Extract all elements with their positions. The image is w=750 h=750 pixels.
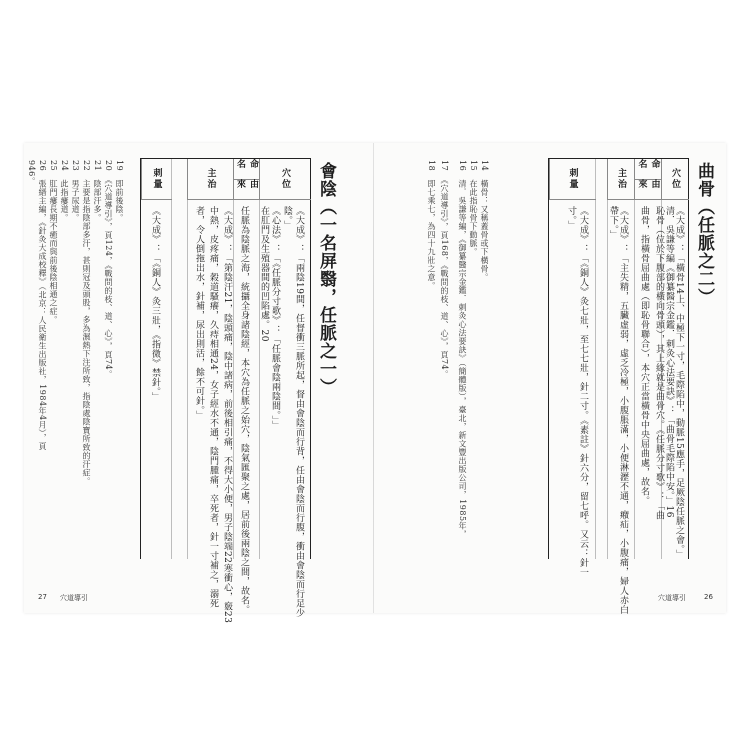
left-page-title: 會陰（一名屏翳，任脈之一） [316,162,336,396]
right-xuewei-line: 清．吳謙等編《御纂醫宗金鑑．刺灸心法要訣》：「曲骨毛際陷中安。」16 [664,206,674,518]
right-label-cifa: 刺量 [549,159,596,200]
left-zhuzhi-line: 中熱，皮疼痛，穀道騷癢，久痔相通24，女子經水不通，陰門腫痛，卒死者，針一寸補之，溺死 [208,206,218,608]
left-xuewei-line: 《心法》：「《任脈分寸歌》：「任脈會陰兩陰間。」」 [270,206,280,430]
left-footnote: 22 主要是指陰部多汗，甚則冠及頭股，多為濕熱下注所致，指陰處陰寶所致的汗症。 [82,160,91,486]
left-footnote: 25 肛門瘻長期不癒而與前後陰相通之症。 [49,160,58,325]
right-label-xuewei: 穴位 [661,159,689,200]
left-footer-label: 穴道導引 [60,594,88,602]
right-page-number: 26 [704,593,713,601]
right-footnote: 16 清．吳謙等編，《御纂醫宗金鑑．刺灸心法要訣》（簡體版），臺北，新文豐出版公司，1985年， [458,160,467,539]
left-footnote: 21 陰部汗多。 [93,160,102,223]
right-footer-label: 穴道導引 [658,594,686,602]
right-zhuzhi-line: 《大成》：「主失精，五臟虛弱，虛乏冷極，小腹脹滿，小便淋瀝不通，癪疝，小腹痛，婦人赤白 [618,206,628,615]
left-label-xuewei: 穴位 [259,159,311,200]
right-footnote: 18 即七乘七，為四十九壯之意。 [427,160,436,291]
left-xuewei-line: 在肛門及生殖器間的凹陷處。20 [259,206,269,342]
right-xuewei-line: 《大成》：「橫骨14上、中極下一寸，毛際陷中，動脈15應手，足厥陰任脈之會。」 [674,206,684,559]
left-footnote: 26 張縉主編，《針灸大成校釋》（北京：人民衛生出版社，1984年4月），頁 [38,160,47,451]
right-xuewei-line: 恥骨（位於下腹部的橫向骨頭），其上緣就是曲骨穴。《任脈分寸歌》：「曲 [654,206,664,520]
right-footnote: 15 在此指恥骨下動脈。 [469,160,478,257]
book-gutter [373,143,374,613]
right-footnote: 17 《穴道導引》，頁168，《戰問的枝、道、心》，頁74。 [440,160,449,379]
right-zhuzhi-line: 帶下。」 [608,206,618,240]
left-label-zhuzhi: 主治 [187,159,234,200]
left-cifa-line: 《大成》：「《銅人》灸三壯，《指微》禁針。」 [150,206,160,402]
left-label-mingming: 命名 [233,159,260,180]
left-footnote: 24 此指瘻道。 [60,160,69,223]
left-xuewei-line: 陰。」 [282,206,292,230]
right-page-title: 曲骨（任脈之二） [694,162,714,306]
right-label-mingming: 命名 [634,159,662,180]
right-cifa-line: 寸。」 [566,206,576,230]
left-label-youlai: 由來 [233,179,260,200]
left-mingming-line: 任脈為陰脈之海，統攝全身諸陰經，本穴為任脈之始穴，陰氣匯聚之處，居前後兩陰之間，故名。 [239,206,249,615]
right-mingming-line: 曲骨，指橫骨屈曲處（即恥骨聯合），本穴正當橫骨中央屈曲處，故名。 [639,206,649,506]
left-label-cifa: 刺量 [141,159,172,200]
right-label-youlai: 由來 [634,179,662,200]
left-zhuzhi-line: 《大成》：「第陰汗21，陰頭痛，陰中諸病，前後相引痛，不得大小便，男子陰端22寒衝心，竅23 [222,206,232,624]
left-footnote: 19 即前後陰。 [115,160,124,223]
left-footnote: 23 男子尿道。 [71,160,80,223]
right-label-zhuzhi: 主治 [607,159,635,200]
right-footnote: 14 橫骨：又稱蓋骨或下橫骨。 [480,160,489,282]
left-footnote: 20 《穴道導引》，頁124，《戰問的枝、道、心》，頁74。 [104,160,113,379]
left-xuewei-line: 《大成》：「兩陰19間，任督衝三脈所起，督由會陰而行背，任由會陰而行腹，衝由會陰而行足少 [294,206,304,618]
left-page-number: 27 [38,593,47,601]
left-footnote: 946。 [27,160,36,186]
right-cifa-line: 《大成》：「《銅人》灸七壯，至七七壯，針二寸。《素註》針六分，留七呼。又云：針一 [578,206,588,577]
left-zhuzhi-line: 者，令人倒拖出水，針補，尿出則活，餘不可針。」 [194,206,204,420]
